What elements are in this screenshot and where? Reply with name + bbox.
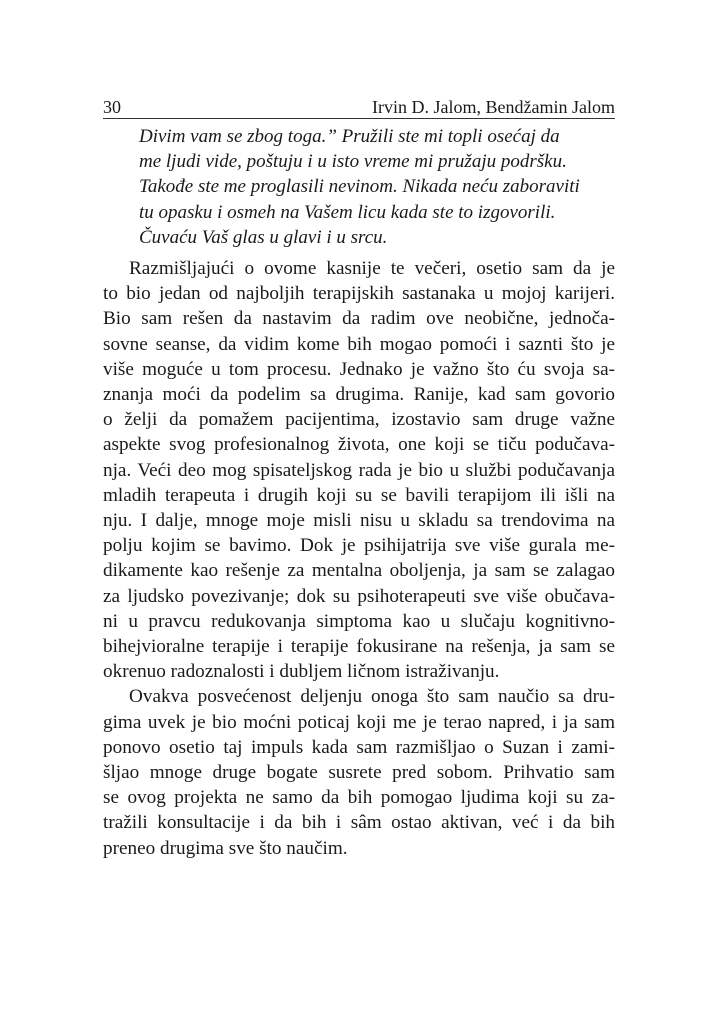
block-quote	[139, 124, 609, 250]
quote-line: tu opasku i osmeh na Vašem licu kada ste to izgovorili.	[139, 201, 556, 223]
text-line: tražili konsultacije i da bih i sâm ostao aktivan, već i da bih	[103, 812, 615, 834]
text-line: šljao mnoge druge bogate susrete pred sobom. Prihvatio sam	[103, 762, 615, 784]
text-line: Ovakva posvećenost deljenju onoga što sam naučio sa dru-	[129, 686, 615, 708]
text-line: aspekte svog profesionalnog života, one koji se tiču podučava-	[103, 434, 615, 456]
paragraph-1	[103, 256, 615, 684]
text-line: mladih terapeuta i drugih koji su se bavili terapijom ili išli na	[103, 484, 615, 506]
body-text	[103, 256, 615, 861]
quote-line: Takođe ste me proglasili nevinom. Nikada neću zaboraviti	[139, 176, 580, 198]
text-line: gima uvek je bio moćni poticaj koji me je terao napred, i ja sam	[103, 711, 615, 733]
text-line: više moguće u tom procesu. Jednako je važno što ću svoja sa-	[103, 358, 615, 380]
text-line: Razmišljajući o ovome kasnije te večeri, osetio sam da je	[129, 258, 615, 279]
text-line: o želji da pomažem pacijentima, izostavio sam druge važne	[103, 409, 615, 431]
text-line: za ljudsko povezivanje; dok su psihoterapeuti sve više obučava-	[103, 585, 615, 607]
running-title: Irvin D. Jalom, Bendžamin Jalom	[372, 97, 615, 117]
text-line: okrenuo radoznalosti i dubljem ličnom istraživanju.	[103, 661, 500, 683]
text-line: nja. Veći deo mog spisateljskog rada je bio u službi podučavanja	[103, 459, 615, 481]
text-line: sovne seanse, da vidim kome bih mogao pomoći i saznti što je	[103, 333, 615, 355]
text-line: dikamente kao rešenje za mentalna oboljenja, ja sam se zalagao	[103, 560, 615, 582]
text-line: preneo drugima sve što naučim.	[103, 837, 348, 859]
quote-line: Divim vam se zbog toga.” Pružili ste mi topli osećaj da	[139, 126, 560, 147]
paragraph-2	[103, 684, 615, 860]
text-line: Bio sam rešen da nastavim da radim ove neobične, jednoča-	[103, 308, 615, 330]
text-line: znanja moći da podelim sa drugima. Ranije, kad sam govorio	[103, 384, 615, 406]
text-line: nju. I dalje, mnoge moje misli nisu u skladu sa trendovima na	[103, 510, 615, 532]
text-line: polju kojim se bavimo. Dok je psihijatrija sve više gurala me-	[103, 535, 615, 557]
quote-line: me ljudi vide, poštuju i u isto vreme mi pružaju podršku.	[139, 151, 567, 173]
page-number: 30	[103, 97, 121, 117]
header-rule	[103, 118, 615, 119]
text-line: to bio jedan od najboljih terapijskih sastanaka u mojoj karijeri.	[103, 283, 615, 305]
text-line: ponovo osetio taj impuls kada sam razmišljao o Suzan i zami-	[103, 736, 615, 758]
text-line: se ovog projekta ne samo da bih pomogao ljudima koji su za-	[103, 787, 615, 809]
quote-line: Čuvaću Vaš glas u glavi i u srcu.	[139, 226, 388, 248]
text-line: bihejvioralne terapije i terapije fokusirane na rešenja, ja sam se	[103, 636, 615, 658]
text-line: ni u pravcu redukovanja simptoma kao u slučaju kognitivno-	[103, 610, 615, 632]
running-header	[103, 93, 615, 117]
